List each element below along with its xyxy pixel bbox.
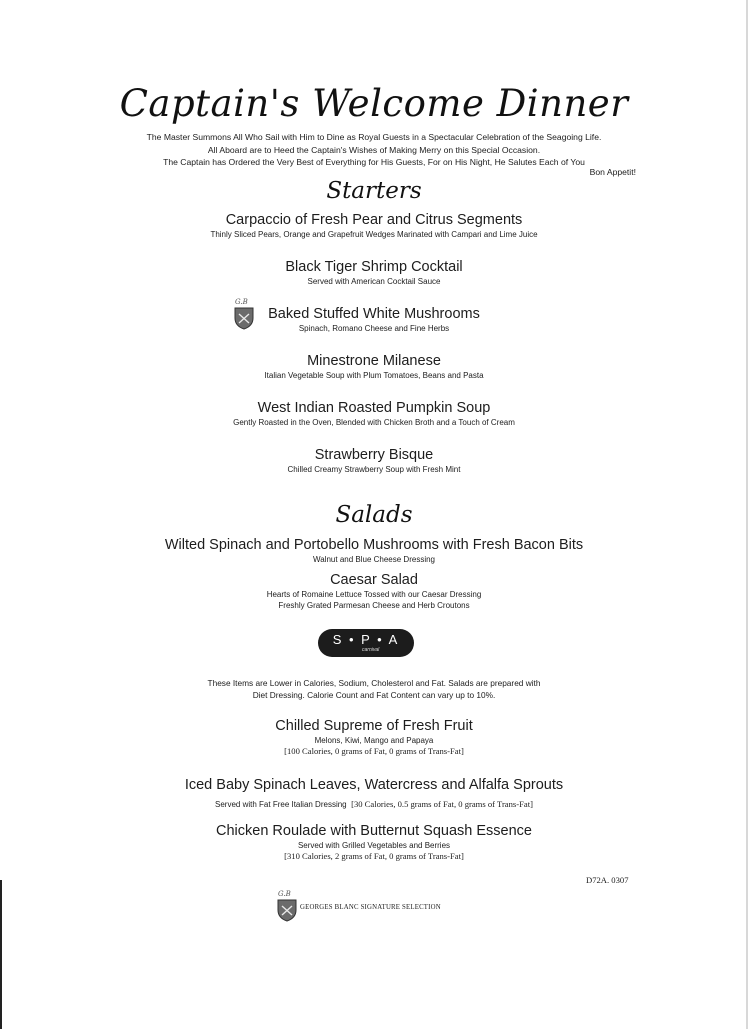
notice-line: These Items are Lower in Calories, Sodium, Cholesterol and Fat. Salads are prepared with <box>207 678 541 688</box>
item-description-line <box>0 794 748 812</box>
menu-item <box>0 776 748 812</box>
intro-line: All Aboard are to Heed the Captain's Wishes of Making Merry on this Special Occasion. <box>207 144 541 155</box>
menu-item <box>0 258 748 287</box>
item-description: Gently Roasted in the Oven, Blended with Chicken Broth and a Touch of Cream <box>233 418 515 427</box>
item-description: Freshly Grated Parmesan Cheese and Herb Croutons <box>278 601 470 610</box>
spa-carnival-logo <box>318 629 414 657</box>
intro-text <box>0 131 748 169</box>
notice-line: Diet Dressing. Calorie Count and Fat Content can vary up to 10%. <box>252 690 496 700</box>
item-name: Baked Stuffed White Mushrooms <box>268 306 480 322</box>
scan-edge <box>0 880 2 1029</box>
menu-item <box>0 717 748 757</box>
menu-item <box>0 211 748 240</box>
salads-heading: Salads <box>335 502 413 528</box>
bon-appetit: Bon Appetit! <box>589 167 636 177</box>
spa-notice <box>0 677 748 701</box>
item-name: West Indian Roasted Pumpkin Soup <box>257 400 491 416</box>
spa-logo-subtitle: carnival <box>362 647 380 653</box>
item-description: Thinly Sliced Pears, Orange and Grapefruit Wedges Marinated with Campari and Lime Juice <box>210 230 538 239</box>
intro-line: The Master Summons All Who Sail with Him to Dine as Royal Guests in a Spectacular Celebration of the Seagoing Life. <box>146 132 602 142</box>
item-name: Black Tiger Shrimp Cocktail <box>285 259 463 275</box>
item-name: Chilled Supreme of Fresh Fruit <box>275 718 473 734</box>
item-description: Chilled Creamy Strawberry Soup with Fresh Mint <box>287 465 461 474</box>
item-description: Served with Fat Free Italian Dressing <box>215 800 347 809</box>
signature-label: GEORGES BLANC SIGNATURE SELECTION <box>300 904 441 911</box>
menu-item <box>0 446 748 475</box>
menu-item <box>0 536 748 565</box>
item-name: Iced Baby Spinach Leaves, Watercress and Alfalfa Sprouts <box>184 777 564 793</box>
intro-line: The Captain has Ordered the Very Best of Everything for His Guests, For on His Night, He Salutes Each of You <box>163 157 585 167</box>
item-description: Hearts of Romaine Lettuce Tossed with our Caesar Dressing <box>266 590 482 599</box>
item-description: Spinach, Romano Cheese and Fine Herbs <box>298 324 450 333</box>
item-description: Italian Vegetable Soup with Plum Tomatoes, Beans and Pasta <box>264 371 484 380</box>
item-name: Carpaccio of Fresh Pear and Citrus Segments <box>225 212 523 228</box>
starters-heading: Starters <box>326 178 422 204</box>
menu-item <box>0 571 748 611</box>
item-name: Wilted Spinach and Portobello Mushrooms with Fresh Bacon Bits <box>164 537 584 553</box>
badge-letters: G.B <box>278 890 291 898</box>
shield-icon <box>276 898 298 922</box>
badge-letters: G.B <box>235 298 248 306</box>
item-description: Walnut and Blue Cheese Dressing <box>313 555 435 564</box>
item-description: Melons, Kiwi, Mango and Papaya <box>314 736 434 745</box>
item-name: Strawberry Bisque <box>314 447 434 463</box>
item-name: Caesar Salad <box>330 572 418 588</box>
item-nutrition: [100 Calories, 0 grams of Fat, 0 grams of Trans-Fat] <box>284 746 464 756</box>
item-name: Minestrone Milanese <box>307 353 441 369</box>
item-description: Served with Grilled Vegetables and Berries <box>297 841 451 850</box>
menu-item <box>0 399 748 428</box>
item-nutrition: [310 Calories, 2 grams of Fat, 0 grams of Trans-Fat] <box>284 851 464 861</box>
item-nutrition: [30 Calories, 0.5 grams of Fat, 0 grams of Trans-Fat] <box>351 799 533 809</box>
menu-title: Captain's Welcome Dinner <box>119 82 629 125</box>
spa-logo-letters: S • P • A <box>332 632 400 647</box>
georges-blanc-badge-icon <box>276 892 298 922</box>
menu-item <box>0 822 748 862</box>
menu-item <box>0 352 748 381</box>
item-description: Served with American Cocktail Sauce <box>307 277 441 286</box>
menu-item <box>0 305 748 334</box>
item-name: Chicken Roulade with Butternut Squash Essence <box>216 823 532 839</box>
menu-code: D72A. 0307 <box>586 875 629 885</box>
